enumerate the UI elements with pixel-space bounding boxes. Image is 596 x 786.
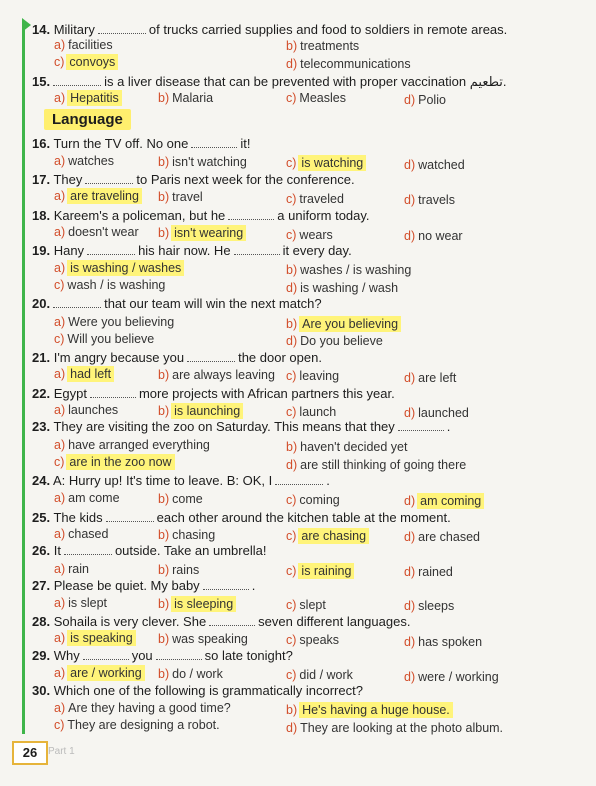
option-c: c) is raining xyxy=(286,564,352,578)
option-c: c) Measles xyxy=(286,91,346,105)
option-a: a) Hepatitis xyxy=(54,91,119,105)
option-b: b) are always leaving xyxy=(158,368,275,382)
option-d: d) Do you believe xyxy=(286,334,383,348)
question-14: 14. Military of trucks carried supplies and food to soldiers in remote areas. xyxy=(32,22,508,37)
question-23: 23. They are visiting the zoo on Saturday. This means that they . xyxy=(32,419,451,434)
question-24: 24. A: Hurry up! It's time to leave. B: OK, I . xyxy=(32,473,330,488)
option-c: c) They are designing a robot. xyxy=(54,718,220,732)
option-d: d) are still thinking of going there xyxy=(286,458,467,472)
option-c: c) are in the zoo now xyxy=(54,455,172,469)
question-27: 27. Please be quiet. My baby . xyxy=(32,578,256,593)
option-a: a) Are they having a good time? xyxy=(54,701,231,715)
option-d: d) telecommunications xyxy=(286,57,411,71)
question-25: 25. The kids each other around the kitchen table at the moment. xyxy=(32,510,451,525)
option-b: b) travel xyxy=(158,190,203,204)
option-b: b) is sleeping xyxy=(158,597,234,611)
option-c: c) is watching xyxy=(286,156,364,170)
option-a: a) chased xyxy=(54,527,109,541)
option-c: c) traveled xyxy=(286,192,344,206)
question-21: 21. I'm angry because you the door open. xyxy=(32,350,322,365)
option-a: a) am come xyxy=(54,491,120,505)
option-c: c) wears xyxy=(286,228,333,242)
option-c: c) speaks xyxy=(286,633,340,647)
option-c: c) slept xyxy=(286,598,326,612)
option-d: d) were / working xyxy=(404,670,499,684)
option-c: c) leaving xyxy=(286,369,340,383)
question-28: 28. Sohaila is very clever. She seven different languages. xyxy=(32,614,411,629)
option-b: b) washes / is washing xyxy=(286,263,412,277)
option-a: a) watches xyxy=(54,154,114,168)
option-a: a) is washing / washes xyxy=(54,261,182,275)
option-d: d) is washing / wash xyxy=(286,281,399,295)
option-b: b) isn't watching xyxy=(158,155,247,169)
question-16: 16. Turn the TV off. No one it! xyxy=(32,136,251,151)
question-20: 20. that our team will win the next match? xyxy=(32,296,322,311)
option-b: b) He's having a huge house. xyxy=(286,703,450,717)
arabic-word: تطعيم. xyxy=(469,74,507,89)
arrow-marker-icon xyxy=(22,18,31,32)
option-a: a) have arranged everything xyxy=(54,438,210,452)
option-b: b) was speaking xyxy=(158,632,248,646)
option-d: d) They are looking at the photo album. xyxy=(286,721,504,735)
option-b: b) is launching xyxy=(158,404,241,418)
answer-blank xyxy=(53,74,101,86)
option-a: a) is slept xyxy=(54,596,108,610)
option-c: c) launch xyxy=(286,405,337,419)
option-a: a) facilities xyxy=(54,38,113,52)
option-b: b) haven't decided yet xyxy=(286,440,408,454)
option-b: b) isn't wearing xyxy=(158,226,244,240)
option-b: b) treatments xyxy=(286,39,360,53)
option-d: d) no wear xyxy=(404,229,463,243)
option-c: c) Will you believe xyxy=(54,332,155,346)
option-b: b) chasing xyxy=(158,528,216,542)
option-d: d) has spoken xyxy=(404,635,483,649)
option-d: d) rained xyxy=(404,565,453,579)
question-26: 26. It outside. Take an umbrella! xyxy=(32,543,267,558)
question-18: 18. Kareem's a policeman, but he a uniform today. xyxy=(32,208,370,223)
option-d: d) am coming xyxy=(404,494,482,508)
option-a: a) launches xyxy=(54,403,119,417)
option-a: a) are / working xyxy=(54,666,142,680)
option-b: b) rains xyxy=(158,563,200,577)
option-c: c) convoys xyxy=(54,55,116,69)
option-c: c) did / work xyxy=(286,668,353,682)
part-label: Part 1 xyxy=(48,746,75,757)
question-29: 29. Why you so late tonight? xyxy=(32,648,293,663)
question-22: 22. Egypt more projects with African partners this year. xyxy=(32,386,395,401)
option-b: b) do / work xyxy=(158,667,223,681)
option-d: d) travels xyxy=(404,193,455,207)
option-a: a) rain xyxy=(54,562,89,576)
option-a: a) is speaking xyxy=(54,631,133,645)
option-d: d) are chased xyxy=(404,530,480,544)
option-c: c) wash / is washing xyxy=(54,278,166,292)
page-number: 26 xyxy=(12,741,48,765)
option-d: d) are left xyxy=(404,371,457,385)
option-d: d) watched xyxy=(404,158,465,172)
option-b: b) come xyxy=(158,492,203,506)
question-17: 17. They to Paris next week for the conference. xyxy=(32,172,355,187)
option-d: d) launched xyxy=(404,406,469,420)
option-d: d) Polio xyxy=(404,93,446,107)
option-a: a) Were you believing xyxy=(54,315,175,329)
option-b: b) Are you believing xyxy=(286,317,399,331)
answer-blank xyxy=(98,22,146,34)
option-d: d) sleeps xyxy=(404,599,455,613)
option-c: c) coming xyxy=(286,493,340,507)
question-30: 30. Which one of the following is grammatically incorrect? xyxy=(32,683,363,698)
option-a: a) had left xyxy=(54,367,112,381)
question-19: 19. Hany his hair now. He it every day. xyxy=(32,243,352,258)
option-a: a) doesn't wear xyxy=(54,225,139,239)
option-a: a) are traveling xyxy=(54,189,139,203)
margin-bar xyxy=(22,22,25,734)
option-b: b) Malaria xyxy=(158,91,214,105)
question-15: 15. is a liver disease that can be prevented with proper vaccination تطعيم. xyxy=(32,74,507,89)
option-c: c) are chasing xyxy=(286,529,367,543)
section-title: Language xyxy=(44,109,131,130)
